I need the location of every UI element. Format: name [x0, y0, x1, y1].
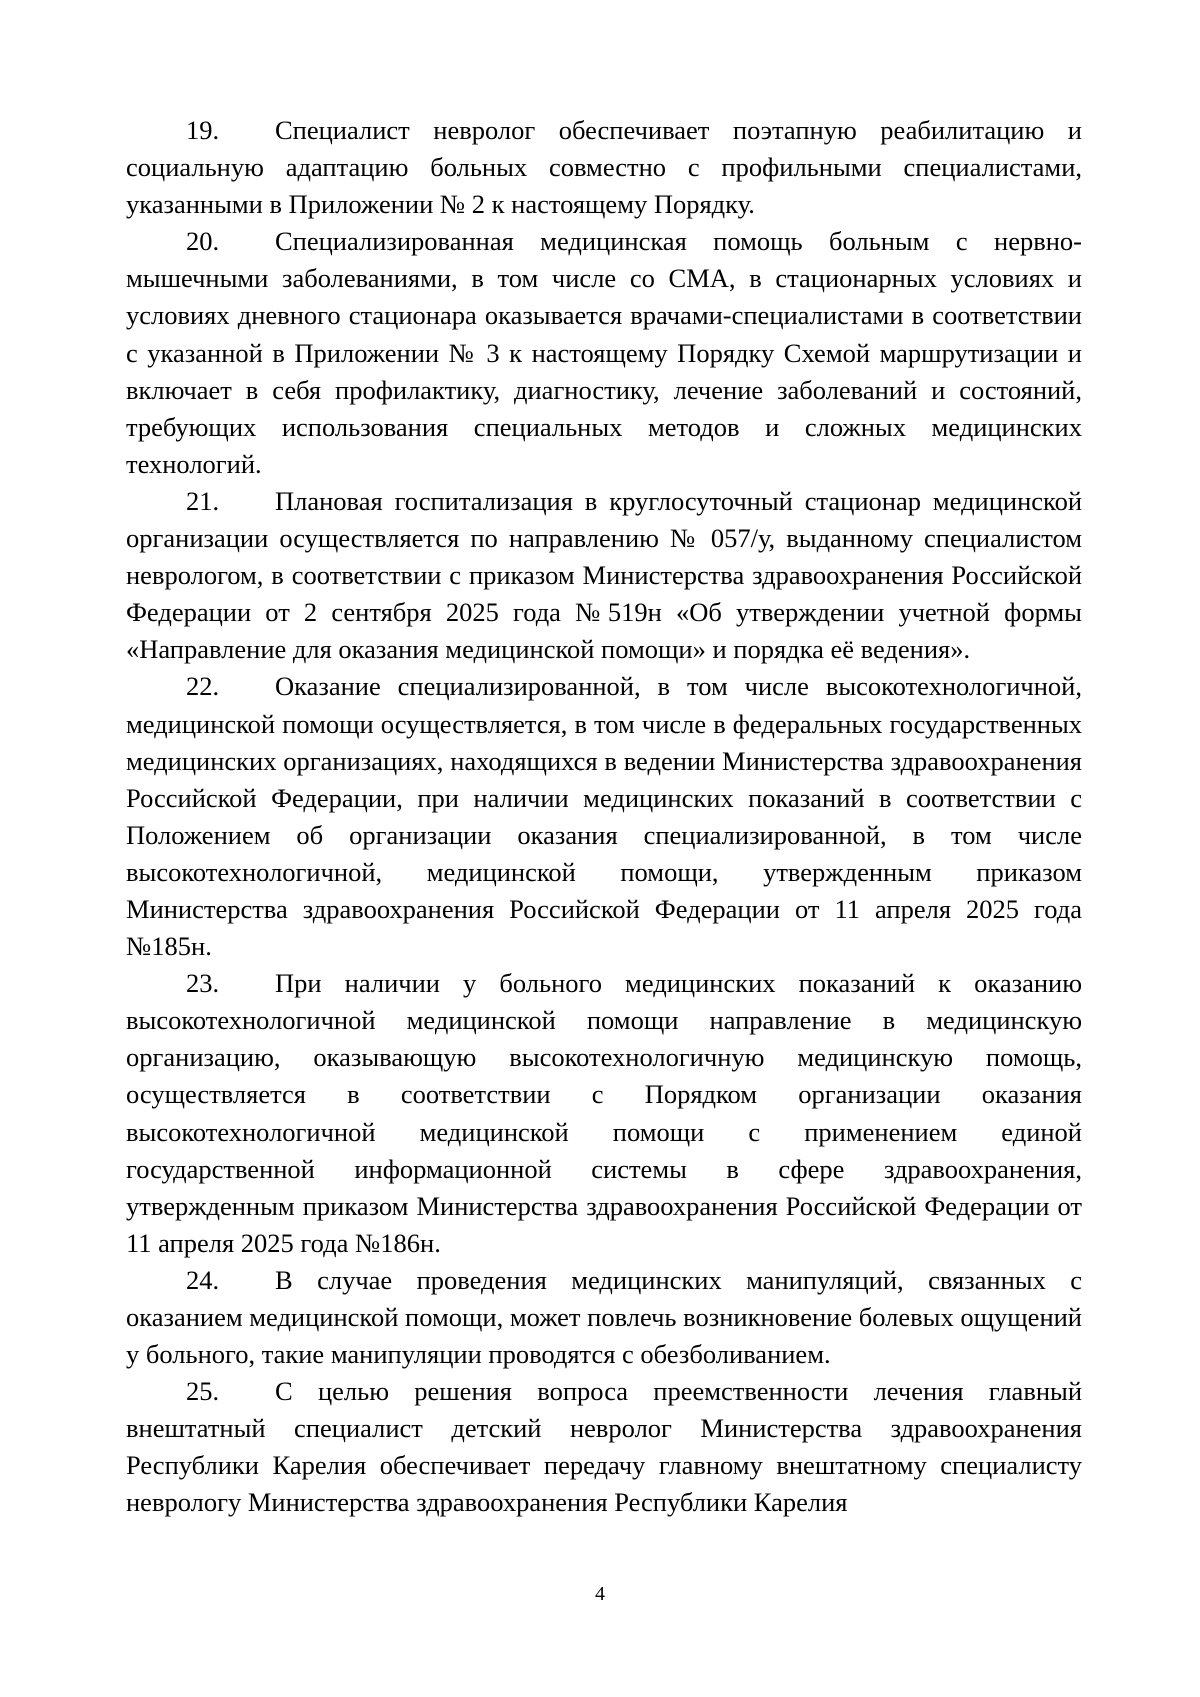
paragraph-number: 24. [186, 1264, 220, 1295]
paragraph-number: 25. [186, 1376, 220, 1407]
paragraph-number: 21. [186, 485, 220, 516]
paragraph-number: 19. [186, 115, 220, 145]
paragraph-19 [126, 112, 1082, 223]
paragraph-25 [126, 1373, 1082, 1521]
paragraph-20 [126, 223, 1082, 483]
paragraph-24 [126, 1262, 1082, 1373]
paragraph-number: 20. [186, 226, 220, 257]
paragraph-23 [126, 965, 1082, 1262]
paragraph-text: В случае проведения медицинских манипуляций, связанных с оказанием медицинской помощи, может повлечь возникновение болевых ощущений у больного, такие манипуляции проводятся с обезболиванием. [126, 1264, 1082, 1370]
paragraph-number: 23. [186, 968, 220, 999]
paragraph-22 [126, 668, 1082, 965]
document-body [126, 112, 1082, 1522]
paragraph-text: Специалист невролог обеспечивает поэтапную реабилитацию и социальную адаптацию больных совместно с профильными специалистами, указанными в Приложении № 2 к настоящему Порядку. [126, 115, 1082, 220]
paragraph-text: Оказание специализированной, в том числе высокотехнологичной, медицинской помощи осуществляется, в том числе в федеральных государственных медицинских организациях, находящихся в ведении Министерства здравоохранения Российской Федерации, при наличии медицинских показаний в соответствии с Положением об организации оказания специализированной, в том числе высокотехнологичной, медицинской помощи, утвержденным приказом Министерства здравоохранения Российской Федерации от 11 апреля 2025 года №185н. [126, 671, 1082, 962]
paragraph-21 [126, 483, 1082, 668]
paragraph-number: 22. [186, 671, 220, 702]
paragraph-text: Плановая госпитализация в круглосуточный стационар медицинской организации осуществляется по направлению № 057/у, выданному специалистом неврологом, в соответствии с приказом Министерства здравоохранения Российской Федерации от 2 сентября 2025 года №519н «Об утверждении учетной формы «Направление для оказания медицинской помощи» и порядка её ведения». [126, 485, 1082, 665]
page-number: 4 [595, 1583, 605, 1605]
paragraph-text: При наличии у больного медицинских показаний к оказанию высокотехнологичной медицинской помощи направление в медицинскую организацию, оказывающую высокотехнологичную медицинскую помощь, осуществляется в соответствии с Порядком организации оказания высокотехнологичной медицинской помощи с применением единой государственной информационной системы в сфере здравоохранения, утвержденным приказом Министерства здравоохранения Российской Федерации от 11 апреля 2025 года №186н. [126, 968, 1082, 1258]
paragraph-text: Специализированная медицинская помощь больным с нервно-мышечными заболеваниями, в том числе со СМА, в стационарных условиях и условиях дневного стационара оказывается врачами-специалистами в соответствии с указанной в Приложении № 3 к настоящему Порядку Схемой маршрутизации и включает в себя профилактику, диагностику, лечение заболеваний и состояний, требующих использования специальных методов и сложных медицинских технологий. [126, 226, 1082, 479]
paragraph-text: С целью решения вопроса преемственности лечения главный внештатный специалист детский невролог Министерства здравоохранения Республики Карелия обеспечивает передачу главному внештатному специалисту неврологу Министерства здравоохранения Республики Карелия [126, 1376, 1082, 1518]
